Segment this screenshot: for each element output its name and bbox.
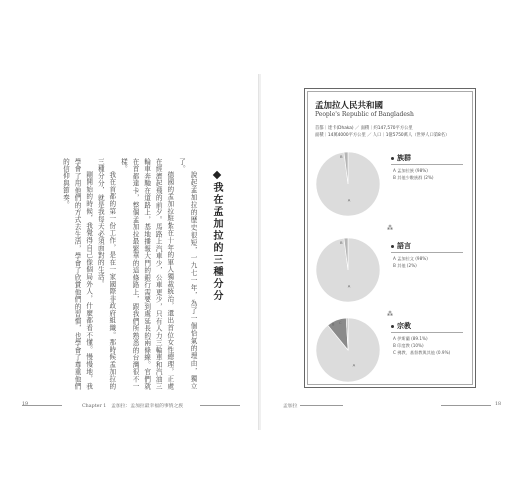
- info-line-population: 面積｜14萬4000平方公里 ／ 人口｜1億5750萬人（世界人口第8名）: [315, 133, 450, 138]
- pie-slice-label: B: [339, 239, 343, 245]
- legend-row: A 伊斯蘭 (89.1%): [393, 336, 428, 341]
- pie-slice-label: A: [347, 283, 351, 289]
- country-info-card: [304, 88, 476, 388]
- section-title: 族群: [391, 153, 411, 163]
- legend-row: A 孟加拉族 (98%): [393, 168, 428, 173]
- bullet-icon: [391, 325, 394, 328]
- body-paragraph: 我在首都的第一份工作，是在一家國際非政府組織。那時候孟加拉的三種分分，就是我每天必須面對的生活。: [96, 158, 116, 390]
- footer-chapter-text: Chapter 1 孟加拉：孟加拉最幸福的事情之族: [82, 404, 184, 409]
- page-number-left: 19: [22, 402, 29, 407]
- left-page: [0, 74, 259, 430]
- section-title: 宗教: [391, 321, 411, 331]
- chart-block-ethnic: [313, 145, 471, 225]
- country-name-zh: 孟加拉人民共和國: [315, 101, 384, 111]
- pie-slice-label: A: [352, 362, 356, 368]
- country-name-en: People's Republic of Bangladesh: [315, 111, 414, 118]
- body-paragraph: 說起孟加拉的歷史很短，一九七一年，為了一個恰氣的理由，獨立了。: [177, 158, 197, 390]
- legend-row: B 其他少數族群 (2%): [393, 175, 434, 180]
- legend-rule: [391, 164, 463, 165]
- chart-block-language: [313, 231, 471, 311]
- bullet-icon: [391, 245, 394, 248]
- legend-rule: [391, 252, 463, 253]
- footer-rule: [200, 405, 240, 406]
- legend-row: C 佛教、基督教與其他 (0.9%): [393, 350, 451, 355]
- chapter-section-title: 我在孟加拉的三種分分: [211, 182, 222, 302]
- right-page: [261, 74, 520, 430]
- pie-chart: [313, 315, 383, 385]
- footer-rule: [441, 405, 491, 406]
- page-number-right: 18: [495, 402, 502, 407]
- body-paragraph: 德國的孟加拉駐紮在十年的軍人獨裁統治，還出首位女性總理，正處在經濟起飛的前夕。馬路上汽車少，公車更少，只有人力三輪車和汽油三輪車奔馳在道路上，基地播報大門的銀行需要到處延長的兩條線。官們就在首都達卡，整個孟加拉最繁華的這條路上，跟我們所熟悉的台灣很不一樣。: [119, 158, 174, 390]
- legend-row: B 印度教 (10%): [393, 343, 424, 348]
- info-line-capital: 首都｜達卡(Dhaka) ／ 面積｜約147,570平方公里: [315, 126, 413, 131]
- pie-chart: [313, 235, 383, 305]
- bullet-icon: [391, 157, 394, 160]
- pie-slice-label: B: [339, 153, 343, 159]
- title-bullet-icon: [213, 171, 221, 179]
- running-head: 孟加拉: [283, 402, 300, 409]
- body-text: [20, 158, 198, 390]
- body-paragraph: 剛開始的時候，我覺得自己像個局外人，什麼都看不懂。慢慢地，我學會了用他們的方式去生活，學會了欣賞他們的習慣，也學會了尊重他們的信仰與節奏。: [61, 158, 93, 390]
- ornament-divider-icon: ⁂: [387, 311, 393, 318]
- pie-chart: [313, 149, 383, 219]
- pie-slice-label: A: [347, 197, 351, 203]
- chart-block-religion: [313, 315, 471, 395]
- ornament-divider-icon: ⁂: [387, 225, 393, 232]
- legend-row: B 其他 (2%): [393, 263, 417, 268]
- pie-slice-label: C: [338, 319, 342, 325]
- legend-row: A 孟加拉文 (98%): [393, 256, 428, 261]
- section-title: 語言: [391, 241, 411, 251]
- legend-rule: [391, 332, 463, 333]
- pie-slice-label: B: [331, 321, 335, 327]
